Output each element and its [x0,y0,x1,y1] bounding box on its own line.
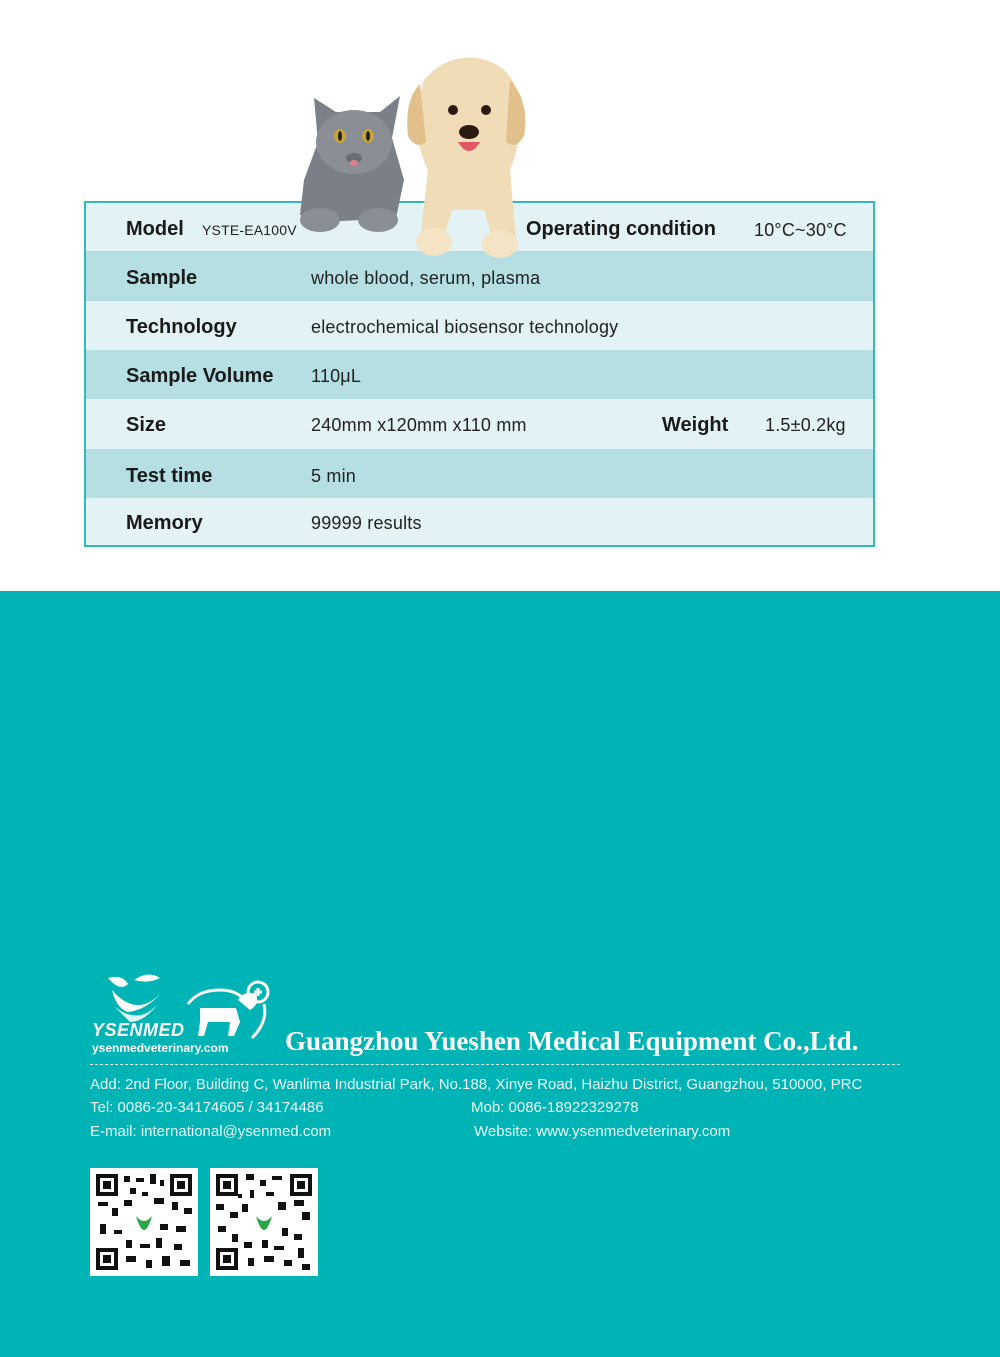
operating-condition-label: Operating condition [526,218,716,240]
logo-site-text: ysenmedveterinary.com [92,1041,229,1055]
company-name: Guangzhou Yueshen Medical Equipment Co.,Ltd. [285,1026,859,1056]
sample-volume-label: Sample Volume [126,365,274,387]
website-text[interactable]: Website: www.ysenmedveterinary.com [474,1123,731,1140]
spec-row [86,399,873,449]
spec-row [86,301,873,350]
sample-label: Sample [126,267,198,289]
ysenmed-logo [88,960,288,1060]
mob-text: Mob: 0086-18922329278 [471,1099,639,1116]
qr-code-1[interactable] [90,1168,198,1276]
divider [90,1064,900,1065]
address-text: Add: 2nd Floor, Building C, Wanlima Industrial Park, No.188, Xinye Road, Haizhu District, Guangzhou, 510000, PRC [90,1076,863,1093]
memory-label: Memory [126,512,203,534]
sample-value: whole blood, serum, plasma [311,268,541,288]
spec-row [86,350,873,399]
test-time-label: Test time [126,465,213,487]
size-value: 240mm x120mm x110 mm [311,415,527,435]
operating-condition-value: 10°C~30°C [754,220,847,240]
model-value: YSTE-EA100V [202,222,297,238]
sample-volume-value: 110μL [311,366,362,386]
size-label: Size [126,414,167,436]
tel-text: Tel: 0086-20-34174605 / 34174486 [90,1099,324,1116]
model-label: Model [126,218,184,240]
weight-value: 1.5±0.2kg [765,415,846,435]
technology-value: electrochemical biosensor technology [311,317,619,337]
qr-code-2[interactable] [210,1168,318,1276]
memory-value: 99999 results [311,513,422,533]
weight-label: Weight [662,414,729,436]
logo-brand-text: YSENMED [92,1020,185,1040]
cat-and-dog-illustration [296,50,536,260]
spec-row [86,449,873,498]
email-text[interactable]: E-mail: international@ysenmed.com [90,1123,332,1140]
test-time-value: 5 min [311,466,357,486]
dog-image [407,57,525,258]
spec-row [86,498,873,545]
technology-label: Technology [126,316,237,338]
cat-image [300,96,404,232]
